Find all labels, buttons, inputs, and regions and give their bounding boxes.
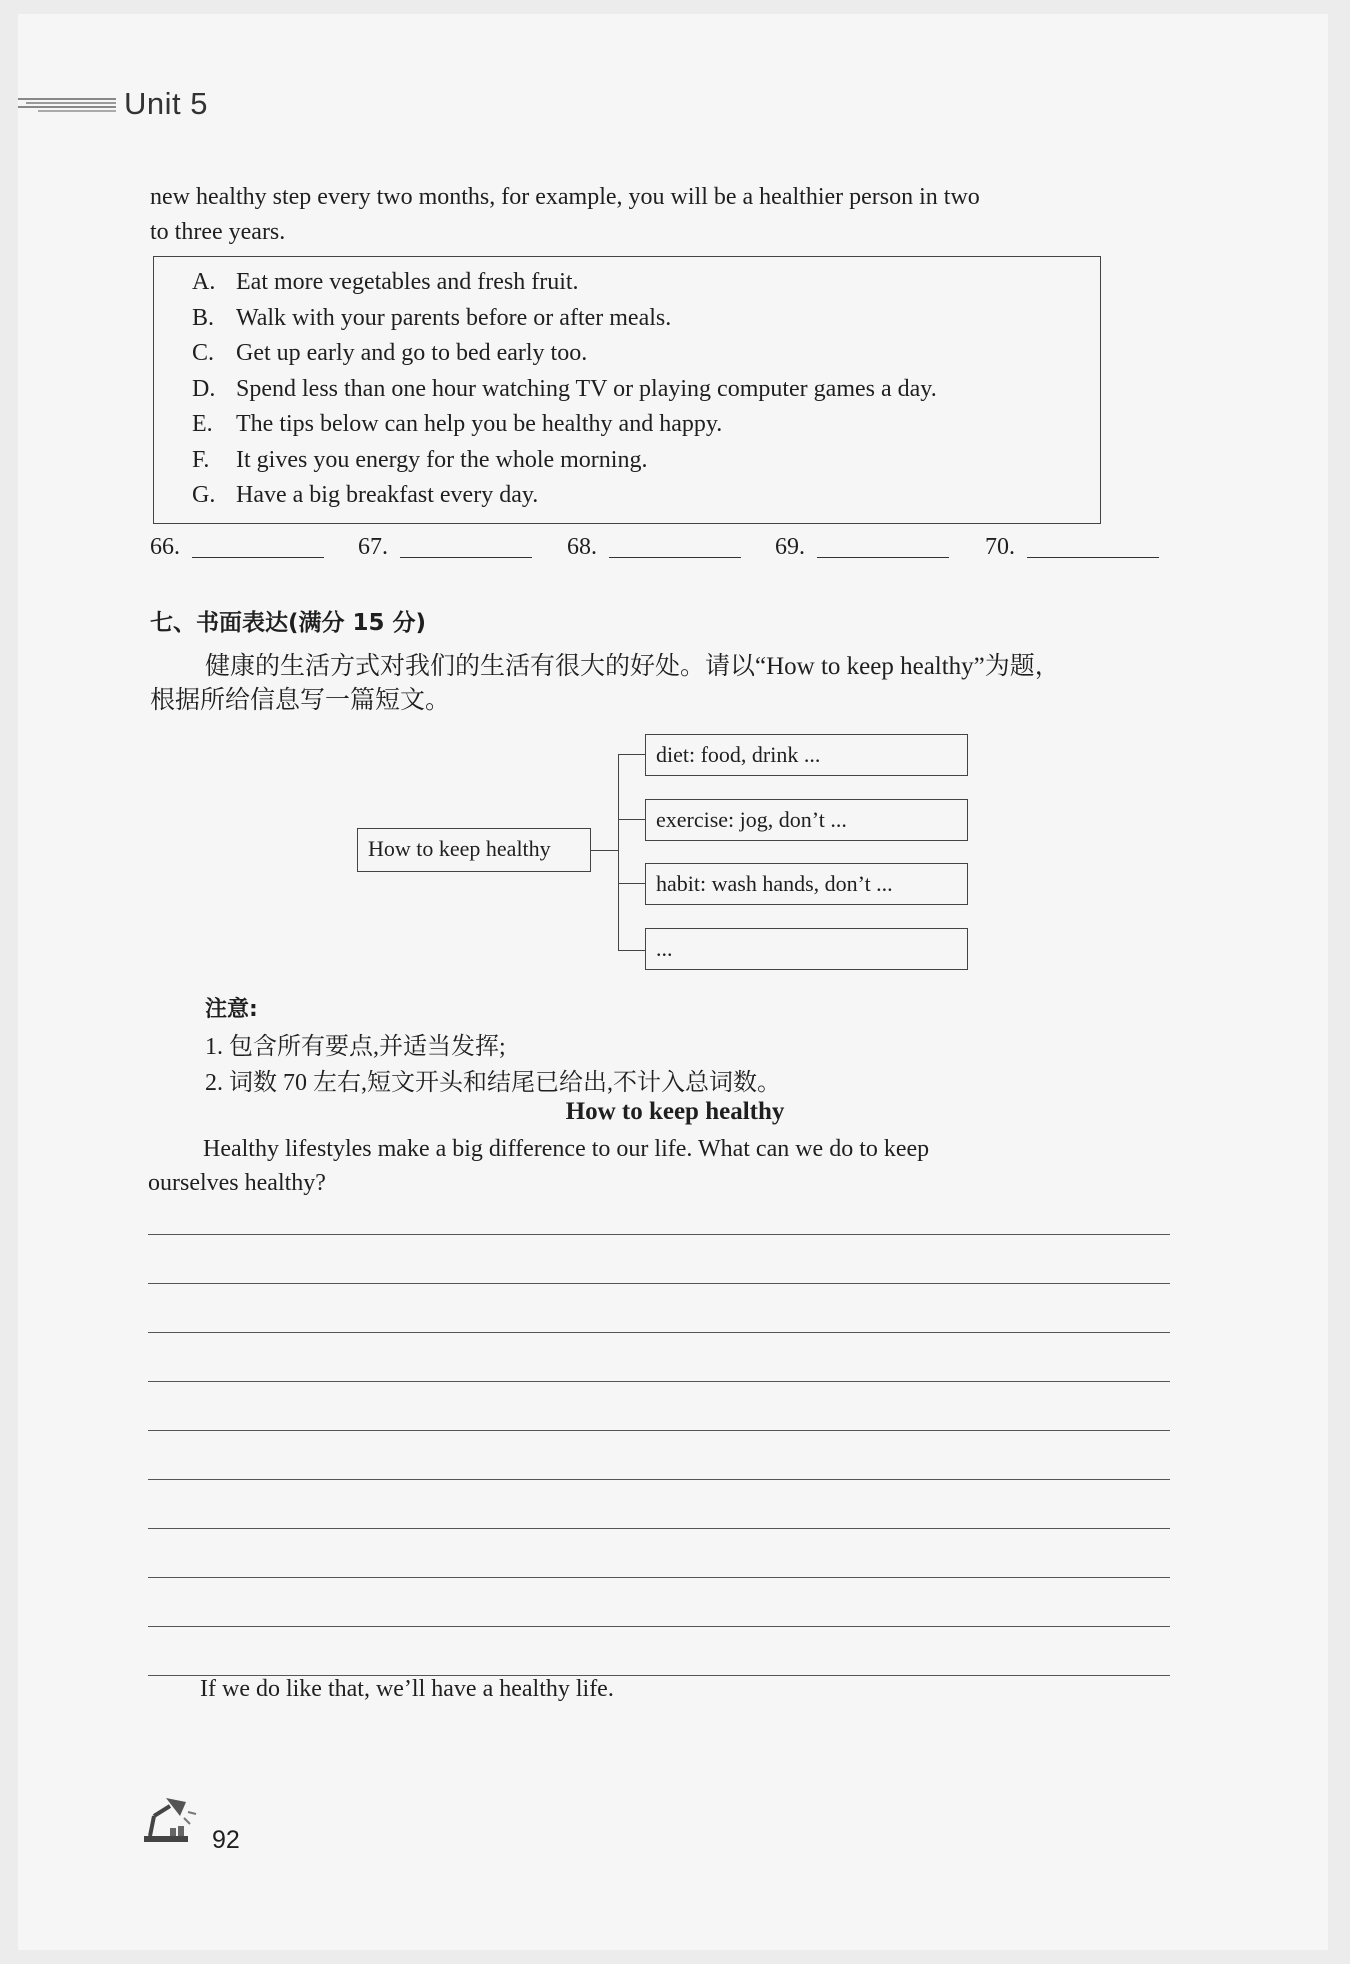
answer-line[interactable] — [817, 556, 949, 558]
answer-blank-70[interactable]: 70. — [985, 534, 1159, 561]
mindmap-branch-diet: diet: food, drink ... — [645, 734, 968, 776]
answer-line[interactable] — [192, 556, 324, 558]
option-a: A. Eat more vegetables and fresh fruit. — [192, 269, 579, 295]
option-c: C. Get up early and go to bed early too. — [192, 340, 588, 366]
answer-line[interactable] — [609, 556, 741, 558]
intro-line-1: new healthy step every two months, for example, you will be a healthier person in two — [150, 184, 980, 210]
option-d: D. Spend less than one hour watching TV or playing computer games a day. — [192, 376, 937, 402]
prompt-line-2: 根据所给信息写一篇短文。 — [150, 687, 451, 714]
writing-line[interactable] — [148, 1528, 1170, 1529]
answer-blank-66[interactable]: 66. — [150, 534, 324, 561]
writing-line[interactable] — [148, 1479, 1170, 1480]
writing-line[interactable] — [148, 1626, 1170, 1627]
mindmap-connector — [618, 819, 645, 820]
essay-opening-line-1: Healthy lifestyles make a big difference to our life. What can we do to keep — [203, 1136, 930, 1162]
answer-line[interactable] — [1027, 556, 1159, 558]
mindmap-connector — [591, 850, 618, 851]
speed-lines-icon — [18, 93, 116, 115]
writing-line[interactable] — [148, 1430, 1170, 1431]
mindmap-connector — [618, 883, 645, 884]
essay-closing: If we do like that, we’ll have a healthy life. — [200, 1676, 614, 1702]
section-heading: 七、书面表达(满分 15 分) — [150, 610, 427, 636]
prompt-line-1: 健康的生活方式对我们的生活有很大的好处。请以“How to keep healthy”为题， — [205, 653, 1060, 680]
answer-blank-67[interactable]: 67. — [358, 534, 532, 561]
note-title: 注意: — [205, 997, 258, 1022]
writing-line[interactable] — [148, 1283, 1170, 1284]
mindmap-connector — [618, 754, 645, 755]
answer-line[interactable] — [400, 556, 532, 558]
answer-blank-68[interactable]: 68. — [567, 534, 741, 561]
note-item-2: 2. 词数 70 左右,短文开头和结尾已给出,不计入总词数。 — [205, 1070, 781, 1096]
essay-opening-line-2: ourselves healthy? — [148, 1170, 326, 1196]
mindmap-branch-habit: habit: wash hands, don’t ... — [645, 863, 968, 905]
option-f: F. It gives you energy for the whole morning. — [192, 447, 648, 473]
desk-lamp-icon — [140, 1796, 200, 1846]
answer-blank-69[interactable]: 69. — [775, 534, 949, 561]
mindmap-trunk — [618, 754, 619, 950]
unit-title: Unit 5 — [124, 86, 208, 121]
mindmap-branch-exercise: exercise: jog, don’t ... — [645, 799, 968, 841]
essay-title: How to keep healthy — [565, 1098, 785, 1125]
page-number: 92 — [212, 1826, 240, 1854]
writing-line[interactable] — [148, 1577, 1170, 1578]
mindmap-root: How to keep healthy — [357, 828, 591, 872]
note-item-1: 1. 包含所有要点,并适当发挥; — [205, 1034, 506, 1060]
writing-line[interactable] — [148, 1234, 1170, 1235]
option-b: B. Walk with your parents before or after meals. — [192, 305, 672, 331]
unit-header — [18, 84, 208, 124]
mindmap-branch-more: ... — [645, 928, 968, 970]
option-e: E. The tips below can help you be healthy and happy. — [192, 411, 723, 437]
intro-line-2: to three years. — [150, 219, 286, 245]
option-g: G. Have a big breakfast every day. — [192, 482, 539, 508]
mindmap-connector — [618, 950, 645, 951]
writing-line[interactable] — [148, 1381, 1170, 1382]
writing-line[interactable] — [148, 1332, 1170, 1333]
options-box — [153, 256, 1101, 524]
